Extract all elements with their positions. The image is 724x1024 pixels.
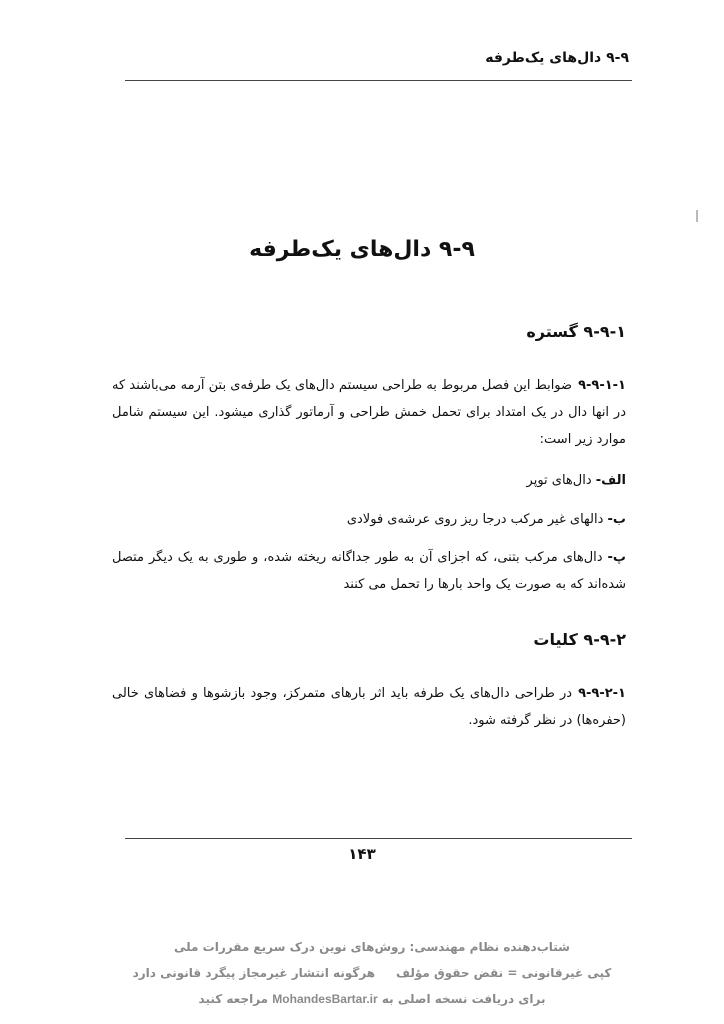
list-item [112,506,626,533]
watermark-text: برای دریافت نسخه اصلی به [381,992,546,1006]
watermark-text: مراجعه کنید [198,992,269,1006]
section-heading-general: ۹-۹-۲ کلیات [533,630,626,649]
watermark-line: شتاب‌دهنده نظام مهندسی: روش‌های نوین درک سریع مقررات ملی [174,940,570,954]
section-heading-scope: ۹-۹-۱ گستره [526,322,626,341]
list-item [112,467,626,494]
chapter-title: ۹-۹ دال‌های یک‌طرفه [249,237,475,262]
watermark-copyright: کپی غیرقانونی = نقض حقوق مؤلف [396,966,612,980]
header-divider [125,80,632,81]
paragraph-number: ۹-۹-۲-۱ [578,686,626,701]
list-item-text: دال‌های مرکب بتنی، که اجزای آن به طور جداگانه ریخته شده، و طوری به یک دیگر متصل شده‌اند که به صورت یک واحد بارها را تحمل می کنند [112,550,626,592]
paragraph-text: در طراحی دال‌های یک طرفه باید اثر بارهای متمرکز، وجود بازشوها و فضاهای خالی (حفره‌ها) در نظر گرفته شود. [112,686,626,728]
footer-divider [125,838,632,839]
watermark-line [120,960,624,986]
running-header-title: ۹-۹ دال‌های یک‌طرفه [485,50,629,66]
list-item-text: دال‌های توپر [526,473,592,488]
watermark-legal: هرگونه انتشار غیرمجاز پیگرد قانونی دارد [132,966,376,980]
margin-mark [696,210,698,222]
list-item-label: پ- [607,550,626,565]
paragraph-general-1 [112,680,626,734]
page-number: ۱۴۳ [348,845,376,863]
watermark [120,934,624,1012]
paragraph-scope-1 [112,372,626,453]
paragraph-text: ضوابط این فصل مربوط به طراحی سیستم دال‌های یک طرفه‌ی بتن آرمه می‌باشند که در انها دال در یک امتداد برای تحمل خمش طراحی و آرماتور گذاری میشود. این سیستم شامل موارد زیر است: [112,378,626,447]
paragraph-number: ۹-۹-۱-۱ [578,378,626,393]
list-item-text: دالهای غیر مرکب درجا ریز روی عرشه‌ی فولادی [346,512,604,527]
watermark-site-link[interactable]: MohandesBartar.ir [272,992,378,1006]
list-item-label: ب- [607,512,626,527]
list-item [112,544,626,598]
list-item-label: الف- [595,473,626,488]
watermark-line [120,986,624,1012]
